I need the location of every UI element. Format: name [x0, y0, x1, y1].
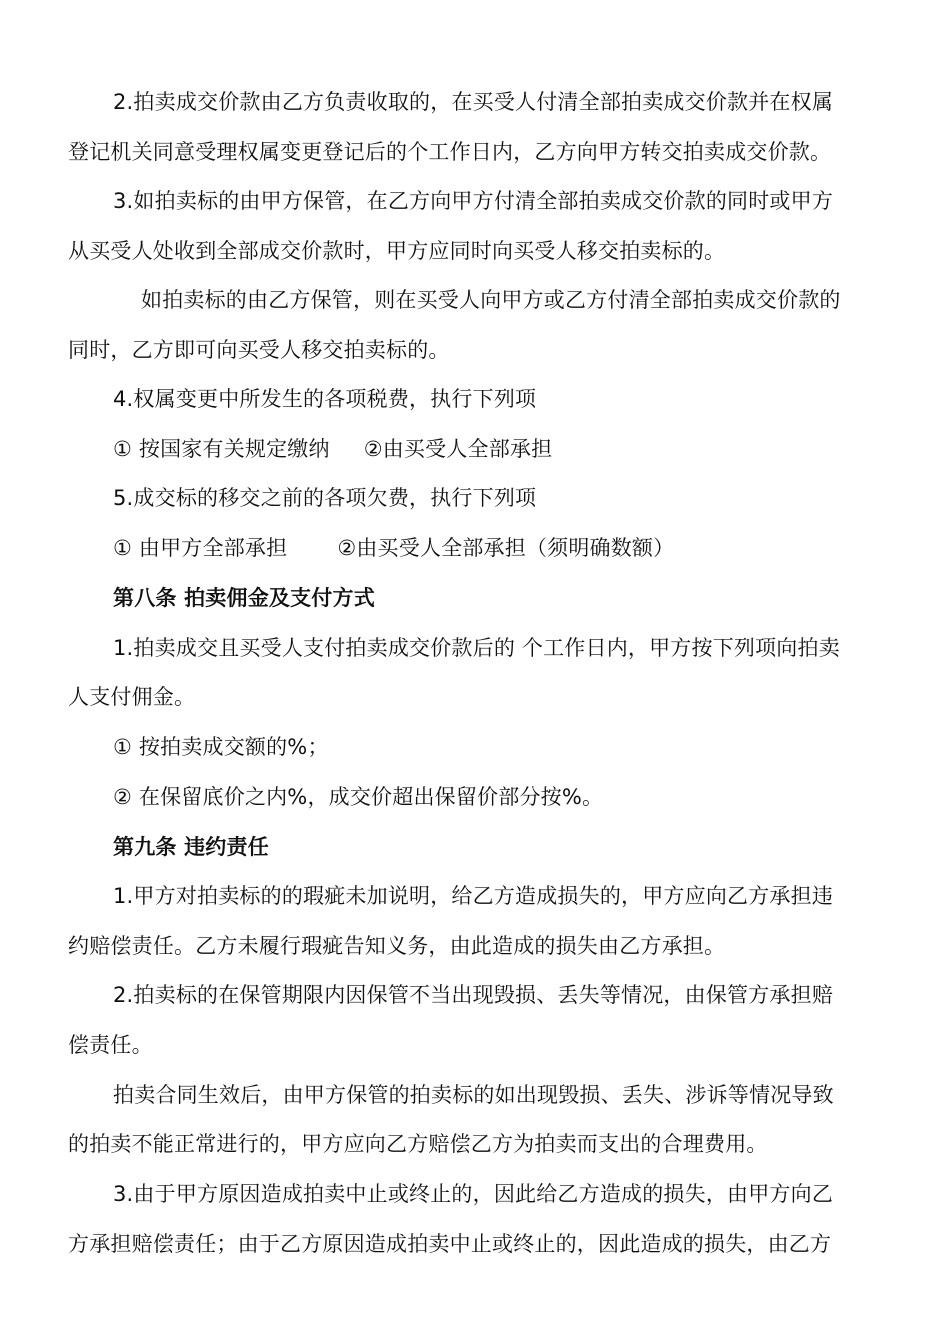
paragraph-line: 1.拍卖成交且买受人支付拍卖成交价款后的 个工作日内，甲方按下列项向拍卖	[113, 636, 840, 660]
paragraph-line: 方承担赔偿责任；由于乙方原因造成拍卖中止或终止的，因此造成的损失，由乙方	[68, 1232, 832, 1256]
paragraph-line: 1.甲方对拍卖标的的瑕疵未加说明，给乙方造成损失的，甲方应向乙方承担违	[113, 884, 834, 908]
paragraph-line: 2.拍卖成交价款由乙方负责收取的，在买受人付清全部拍卖成交价款并在权属	[113, 90, 834, 114]
paragraph-line: 人支付佣金。	[68, 685, 196, 709]
paragraph-line: 拍卖合同生效后，由甲方保管的拍卖标的如出现毁损、丢失、涉诉等情况导致	[113, 1083, 834, 1107]
option-line	[113, 533, 674, 563]
paragraph-line: 5.成交标的移交之前的各项欠费，执行下列项	[113, 486, 537, 510]
option-item: ②由买受人全部承担	[363, 437, 553, 461]
paragraph-line: 从买受人处收到全部成交价款时，甲方应同时向买受人移交拍卖标的。	[68, 239, 726, 263]
option-line	[113, 434, 552, 464]
section-heading: 第九条 违约责任	[113, 835, 269, 859]
paragraph-line: 偿责任。	[68, 1033, 153, 1057]
option-item: ① 由甲方全部承担	[113, 536, 288, 560]
paragraph-line: ① 按拍卖成交额的%；	[113, 735, 329, 759]
paragraph-line: 的拍卖不能正常进行的，甲方应向乙方赔偿乙方为拍卖而支出的合理费用。	[68, 1132, 768, 1156]
paragraph-line: 4.权属变更中所发生的各项税费，执行下列项	[113, 387, 537, 411]
section-heading: 第八条 拍卖佣金及支付方式	[113, 586, 375, 610]
paragraph-line: 2.拍卖标的在保管期限内因保管不当出现毁损、丢失等情况，由保管方承担赔	[113, 983, 834, 1007]
option-item: ②由买受人全部承担（须明确数额）	[337, 536, 675, 560]
paragraph-line: 3.如拍卖标的由甲方保管，在乙方向甲方付清全部拍卖成交价款的同时或甲方	[113, 189, 834, 213]
option-item: ① 按国家有关规定缴纳	[113, 437, 330, 461]
paragraph-line: 登记机关同意受理权属变更登记后的个工作日内，乙方向甲方转交拍卖成交价款。	[68, 140, 832, 164]
paragraph-line: 如拍卖标的由乙方保管，则在买受人向甲方或乙方付清全部拍卖成交价款的	[141, 288, 841, 312]
paragraph-line: 3.由于甲方原因造成拍卖中止或终止的，因此给乙方造成的损失，由甲方向乙	[113, 1182, 834, 1206]
paragraph-line: ② 在保留底价之内%，成交价超出保留价部分按%。	[113, 785, 604, 809]
paragraph-line: 同时，乙方即可向买受人移交拍卖标的。	[68, 338, 450, 362]
paragraph-line: 约赔偿责任。乙方未履行瑕疵告知义务，由此造成的损失由乙方承担。	[68, 934, 726, 958]
